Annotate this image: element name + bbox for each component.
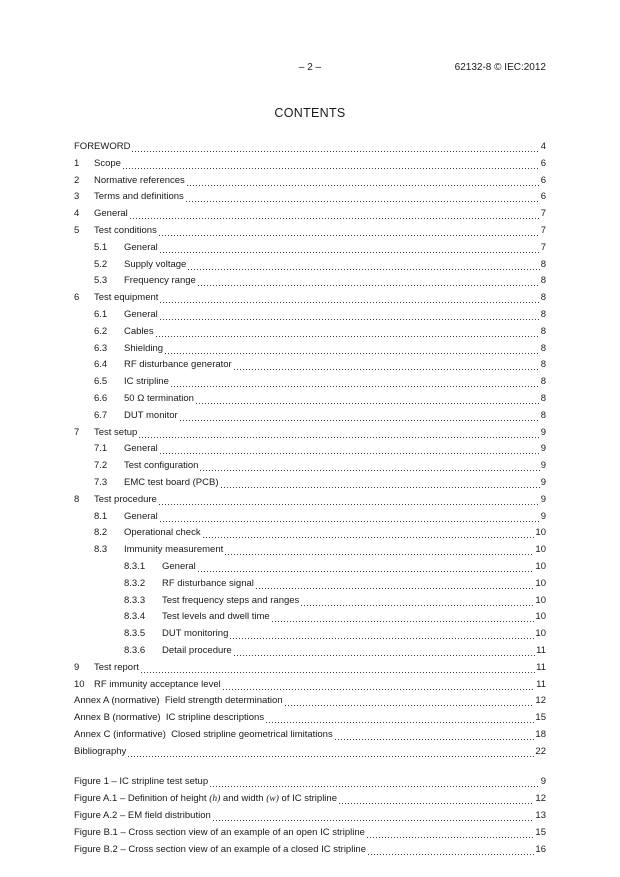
dot-leader — [159, 292, 539, 309]
toc-entry[interactable] — [74, 275, 546, 292]
toc-entry[interactable] — [74, 561, 546, 578]
toc-entry[interactable] — [74, 158, 546, 175]
toc-entry-title: General — [94, 208, 128, 220]
toc-entry[interactable] — [74, 326, 546, 343]
dot-leader — [164, 343, 540, 360]
dot-leader — [122, 158, 540, 175]
dot-leader — [255, 578, 535, 595]
toc-entry-title: RF disturbance generator — [124, 359, 232, 371]
dot-leader — [212, 810, 535, 827]
toc-entry[interactable] — [74, 309, 546, 326]
toc-entry[interactable] — [74, 712, 546, 729]
toc-entry-title: Test conditions — [94, 224, 157, 236]
toc-entry-title: 50 Ω termination — [124, 392, 194, 404]
toc-entry-page: 18 — [535, 728, 546, 740]
dot-leader — [186, 175, 540, 192]
toc-entry-number: 9 — [74, 661, 80, 673]
toc-entry[interactable] — [74, 578, 546, 595]
toc-entry-page: 8 — [540, 275, 546, 287]
toc-entry-page: 8 — [540, 308, 546, 320]
toc-entry-page: 11 — [536, 678, 546, 690]
dot-leader — [367, 844, 534, 861]
toc-entry-title: RF immunity acceptance level — [94, 678, 221, 690]
figure-entry[interactable] — [74, 793, 546, 810]
dot-leader — [209, 776, 540, 793]
page-number: – 2 – — [298, 62, 322, 73]
toc-entry-page: 6 — [540, 191, 546, 203]
toc-entry-page: 6 — [540, 174, 546, 186]
figure-entry-page: 13 — [535, 810, 546, 822]
toc-entry-title: Annex B (normative) IC stripline descriptions — [74, 712, 265, 724]
toc-entry-number: 8.2 — [94, 527, 108, 539]
figure-title-prefix: Figure B.2 – Cross section view of an example of a closed IC stripline — [74, 843, 366, 855]
toc-entry-number: 1 — [74, 157, 80, 169]
toc-entry[interactable] — [74, 393, 546, 410]
toc-entry[interactable] — [74, 511, 546, 528]
toc-entry-page: 10 — [535, 527, 546, 539]
toc-entry[interactable] — [74, 376, 546, 393]
figure-title-prefix: Figure B.1 – Cross section view of an example of an open IC stripline — [74, 826, 365, 838]
toc-entry-page: 10 — [535, 560, 546, 572]
dot-leader — [185, 191, 540, 208]
dot-leader — [195, 393, 540, 410]
toc-entry-title: Scope — [94, 157, 121, 169]
dot-leader — [140, 662, 535, 679]
toc-entry[interactable] — [74, 628, 546, 645]
toc-entry-number: 8 — [74, 493, 80, 505]
toc-entry-title: DUT monitoring — [162, 628, 229, 640]
dot-leader — [159, 309, 540, 326]
table-of-contents — [74, 141, 546, 860]
toc-entry-number: 6.2 — [94, 325, 108, 337]
toc-entry-number: 8.3 — [94, 544, 108, 556]
toc-entry[interactable] — [74, 729, 546, 746]
toc-entry-number: 4 — [74, 208, 80, 220]
figure-title-prefix: Figure 1 – IC stripline test setup — [74, 776, 209, 788]
dot-leader — [187, 259, 539, 276]
toc-entry[interactable] — [74, 292, 546, 309]
toc-entry-title: Frequency range — [124, 275, 196, 287]
toc-entry-page: 7 — [540, 224, 546, 236]
toc-entry-page: 6 — [540, 157, 546, 169]
dot-leader — [220, 477, 540, 494]
figure-entry-page: 16 — [535, 843, 546, 855]
dot-leader — [300, 595, 534, 612]
toc-entry-number: 8.3.1 — [124, 560, 146, 572]
toc-entry-title: Test report — [94, 661, 139, 673]
toc-entry-number: 6.4 — [94, 359, 108, 371]
toc-entry-number: 8.3.3 — [124, 594, 146, 606]
toc-entry-title: IC stripline — [124, 376, 169, 388]
dot-leader — [233, 645, 535, 662]
dot-leader — [197, 275, 540, 292]
toc-entry-number: 8.3.5 — [124, 628, 146, 640]
toc-entry-page: 8 — [540, 325, 546, 337]
toc-entry-page: 8 — [540, 392, 546, 404]
toc-entry-title: Bibliography — [74, 745, 127, 757]
dot-leader — [197, 561, 535, 578]
toc-entry-number: 5.1 — [94, 241, 108, 253]
dot-leader — [127, 746, 534, 763]
toc-entry-number: 6.3 — [94, 342, 108, 354]
toc-entry-page: 9 — [540, 493, 546, 505]
dot-leader — [159, 242, 540, 259]
dot-leader — [265, 712, 534, 729]
toc-entry-page: 10 — [535, 577, 546, 589]
dot-leader — [338, 793, 534, 810]
toc-entry-title: Normative references — [94, 174, 185, 186]
toc-entry-number: 8.3.4 — [124, 611, 146, 623]
dot-leader — [158, 225, 540, 242]
toc-entry-title: Detail procedure — [162, 644, 232, 656]
toc-entry-title: EMC test board (PCB) — [124, 476, 219, 488]
figure-entry-page: 9 — [540, 776, 546, 788]
toc-entry-page: 8 — [540, 359, 546, 371]
toc-entry-page: 7 — [540, 241, 546, 253]
dot-leader — [159, 443, 540, 460]
toc-entry[interactable] — [74, 359, 546, 376]
toc-entry[interactable] — [74, 208, 546, 225]
dot-leader — [284, 695, 535, 712]
toc-entry-number: 6 — [74, 292, 80, 304]
dot-leader — [158, 494, 540, 511]
figure-entry-title — [74, 827, 365, 839]
dot-leader — [129, 208, 540, 225]
toc-entry-number: 5.3 — [94, 275, 108, 287]
toc-entry-number: 6.6 — [94, 392, 108, 404]
toc-entry-page: 8 — [540, 258, 546, 270]
dot-leader — [366, 827, 534, 844]
dot-leader — [229, 628, 534, 645]
dot-leader — [334, 729, 535, 746]
figure-title-mid: and width — [220, 793, 267, 805]
toc-entry[interactable] — [74, 611, 546, 628]
figure-title-var1: (h) — [209, 794, 221, 805]
toc-entry-number: 6.5 — [94, 376, 108, 388]
toc-entry-title: Test levels and dwell time — [162, 611, 270, 623]
toc-entry-number: 6.1 — [94, 308, 108, 320]
dot-leader — [224, 544, 534, 561]
dot-leader — [131, 141, 539, 158]
section-gap — [74, 762, 546, 776]
toc-entry[interactable] — [74, 225, 546, 242]
toc-entry-title: Annex C (informative) Closed stripline geometrical limitations — [74, 728, 333, 740]
toc-entry-page: 11 — [536, 661, 546, 673]
toc-entry-title: Test frequency steps and ranges — [162, 594, 300, 606]
figure-entry-page: 15 — [535, 826, 546, 838]
toc-entry-page: 9 — [540, 443, 546, 455]
toc-entry-title: Supply voltage — [124, 258, 187, 270]
toc-entry-number: 2 — [74, 174, 80, 186]
toc-entry-number: 7.3 — [94, 476, 108, 488]
toc-entry-title: General — [124, 308, 158, 320]
toc-entry[interactable] — [74, 695, 546, 712]
toc-entry-number: 10 — [74, 678, 85, 690]
toc-entry-title: Operational check — [124, 527, 201, 539]
toc-entry-number: 8.3.6 — [124, 644, 146, 656]
figure-title-prefix: Figure A.2 – EM field distribution — [74, 810, 211, 822]
toc-entry-title: Immunity measurement — [124, 544, 224, 556]
toc-entry-number: 7 — [74, 426, 80, 438]
toc-entry[interactable] — [74, 662, 546, 679]
toc-entry-page: 11 — [536, 644, 546, 656]
toc-entry-number: 5.2 — [94, 258, 108, 270]
toc-entry-title: Cables — [124, 325, 154, 337]
toc-entry[interactable] — [74, 242, 546, 259]
figure-entry[interactable] — [74, 827, 546, 844]
figure-title-suffix: of IC stripline — [278, 793, 337, 805]
toc-entry-page: 9 — [540, 510, 546, 522]
toc-entry-page: 10 — [535, 628, 546, 640]
toc-entry-page: 8 — [540, 376, 546, 388]
toc-entry[interactable] — [74, 175, 546, 192]
toc-entry-title: Test configuration — [124, 460, 199, 472]
toc-entry-title: Test procedure — [94, 493, 157, 505]
toc-entry[interactable] — [74, 141, 546, 158]
toc-entry-page: 10 — [535, 544, 546, 556]
toc-entry[interactable] — [74, 477, 546, 494]
figure-entry-title — [74, 793, 337, 805]
dot-leader — [138, 427, 539, 444]
toc-entry-title: Test setup — [94, 426, 138, 438]
toc-entry[interactable] — [74, 679, 546, 696]
toc-entry[interactable] — [74, 443, 546, 460]
toc-entry-page: 9 — [540, 426, 546, 438]
dot-leader — [179, 410, 540, 427]
toc-entry-number: 8.1 — [94, 510, 108, 522]
toc-entry-page: 10 — [535, 611, 546, 623]
figure-title-var2: (w) — [266, 794, 279, 805]
toc-entry-number: 6.7 — [94, 409, 108, 421]
toc-entry-page: 4 — [540, 141, 546, 152]
toc-entry[interactable] — [74, 427, 546, 444]
dot-leader — [271, 611, 535, 628]
toc-entry-title: Shielding — [124, 342, 164, 354]
toc-entry[interactable] — [74, 460, 546, 477]
dot-leader — [170, 376, 540, 393]
toc-entry-page: 9 — [540, 476, 546, 488]
toc-entry[interactable] — [74, 494, 546, 511]
figure-entry[interactable] — [74, 776, 546, 793]
toc-entry[interactable] — [74, 746, 546, 763]
figure-entry-title — [74, 810, 211, 822]
toc-entry-title: General — [124, 241, 158, 253]
toc-entry-title: DUT monitor — [124, 409, 178, 421]
toc-entry-page: 12 — [535, 695, 546, 707]
toc-entry-number: 7.1 — [94, 443, 108, 455]
toc-entry-number: 8.3.2 — [124, 577, 146, 589]
toc-entry-number: 7.2 — [94, 460, 108, 472]
toc-entry[interactable] — [74, 191, 546, 208]
toc-entry[interactable] — [74, 645, 546, 662]
dot-leader — [202, 527, 535, 544]
figure-entry-page: 12 — [535, 793, 546, 805]
toc-entry-title: General — [162, 560, 196, 572]
figure-title-prefix: Figure A.1 – Definition of height — [74, 793, 210, 805]
toc-entry[interactable] — [74, 527, 546, 544]
figure-entry[interactable] — [74, 844, 546, 861]
toc-entry-title: Annex A (normative) Field strength determination — [74, 695, 283, 707]
toc-entry-page: 9 — [540, 460, 546, 472]
dot-leader — [199, 460, 539, 477]
toc-entry[interactable] — [74, 259, 546, 276]
page-title: CONTENTS — [274, 106, 346, 120]
toc-entry-page: 8 — [540, 292, 546, 304]
dot-leader — [159, 511, 540, 528]
toc-entry[interactable] — [74, 544, 546, 561]
toc-entry-number: 3 — [74, 191, 80, 203]
toc-entry-page: 10 — [535, 594, 546, 606]
toc-entry[interactable] — [74, 343, 546, 360]
toc-entry-page: 22 — [535, 745, 546, 757]
toc-entry-page: 7 — [540, 208, 546, 220]
toc-entry-title: FOREWORD — [74, 141, 131, 152]
figure-entry[interactable] — [74, 810, 546, 827]
toc-entry-title: RF disturbance signal — [162, 577, 254, 589]
toc-entry[interactable] — [74, 595, 546, 612]
dot-leader — [233, 359, 540, 376]
toc-entry-number: 5 — [74, 224, 80, 236]
toc-entry-title: Terms and definitions — [94, 191, 184, 203]
toc-entry-title: General — [124, 510, 158, 522]
toc-entry-page: 8 — [540, 409, 546, 421]
toc-entry-title: General — [124, 443, 158, 455]
toc-entry-title: Test equipment — [94, 292, 159, 304]
document-id: 62132-8 © IEC:2012 — [454, 62, 546, 73]
dot-leader — [155, 326, 540, 343]
toc-entry-page: 15 — [535, 712, 546, 724]
figure-entry-title — [74, 776, 208, 788]
figure-entry-title — [74, 844, 366, 856]
toc-entry[interactable] — [74, 410, 546, 427]
toc-entry-page: 8 — [540, 342, 546, 354]
dot-leader — [222, 679, 535, 696]
